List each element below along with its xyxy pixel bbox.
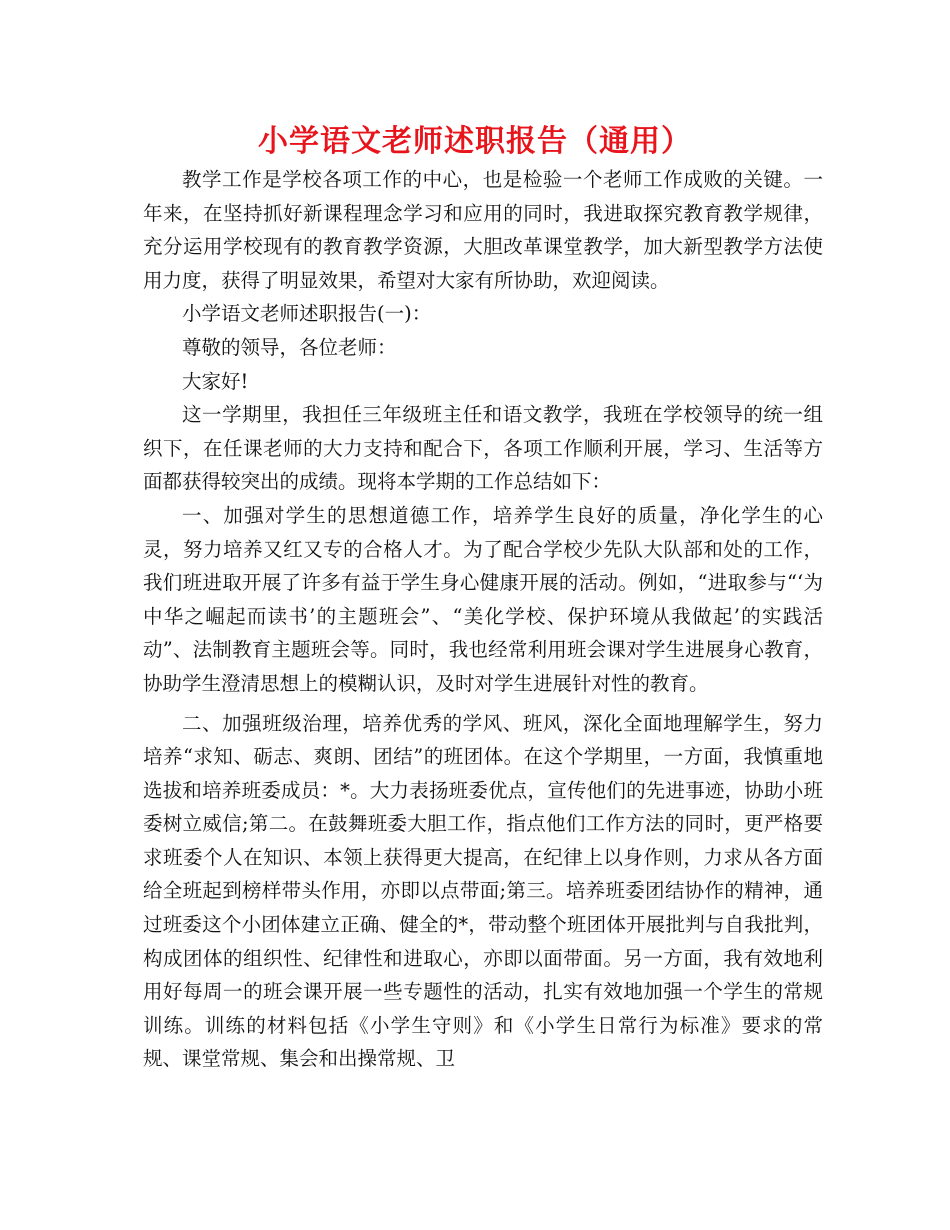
intro-paragraph: 教学工作是学校各项工作的中心，也是检验一个老师工作成败的关键。一年来，在坚持抓好新课程理念学习和应用的同时，我进取探究教育教学规律，充分运用学校现有的教育教学资源，大胆改革课堂教学，加大新型教学方法使用力度，获得了明显效果，希望对大家有所协助，欢迎阅读。 (143, 168, 823, 292)
document-body (143, 163, 823, 1076)
salutation: 尊敬的领导，各位老师： (182, 335, 397, 359)
section-heading: 小学语文老师述职报告(一)： (182, 302, 432, 326)
greeting: 大家好! (182, 369, 249, 393)
body-paragraph: 这一学期里，我担任三年级班主任和语文教学，我班在学校领导的统一组织下，在任课老师的大力支持和配合下，各项工作顺利开展，学习、生活等方面都获得较突出的成绩。现将本学期的工作总结如下： (143, 403, 823, 494)
body-paragraph: 二、加强班级治理，培养优秀的学风、班风，深化全面地理解学生，努力培养“求知、砺志、爽朗、团结”的班团体。在这个学期里，一方面，我慎重地选拔和培养班委成员：*。大力表扬班委优点，宣传他们的先进事迹，协助小班委树立威信;第二。在鼓舞班委大胆工作，指点他们工作方法的同时，更严格要求班委个人在知识、本领上获得更大提高，在纪律上以身作则，力求从各方面给全班起到榜样带头作用，亦即以点带面;第三。培养班委团结协作的精神，通过班委这个小团体建立正确、健全的*，带动整个班团体开展批判与自我批判，构成团体的组织性、纪律性和进取心，亦即以面带面。另一方面，我有效地利用好每周一的班会课开展一些专题性的活动，扎实有效地加强一个学生的常规训练。训练的材料包括《小学生守则》和《小学生日常行为标准》要求的常规、课堂常规、集会和出操常规、卫 (143, 711, 823, 1071)
document-title: 小学语文老师述职报告（通用） (258, 124, 692, 159)
body-paragraph: 一、加强对学生的思想道德工作，培养学生良好的质量，净化学生的心灵，努力培养又红又专的合格人才。为了配合学校少先队大队部和处的工作，我们班进取开展了许多有益于学生身心健康开展的活动。例如，“进取参与“‘为中华之崛起而读书’的主题班会”、“美化学校、保护环境从我做起’的实践活动”、法制教育主题班会等。同时，我也经常利用班会课对学生进展身心教育，协助学生澄清思想上的模糊认识，及时对学生进展针对性的教育。 (143, 503, 823, 695)
